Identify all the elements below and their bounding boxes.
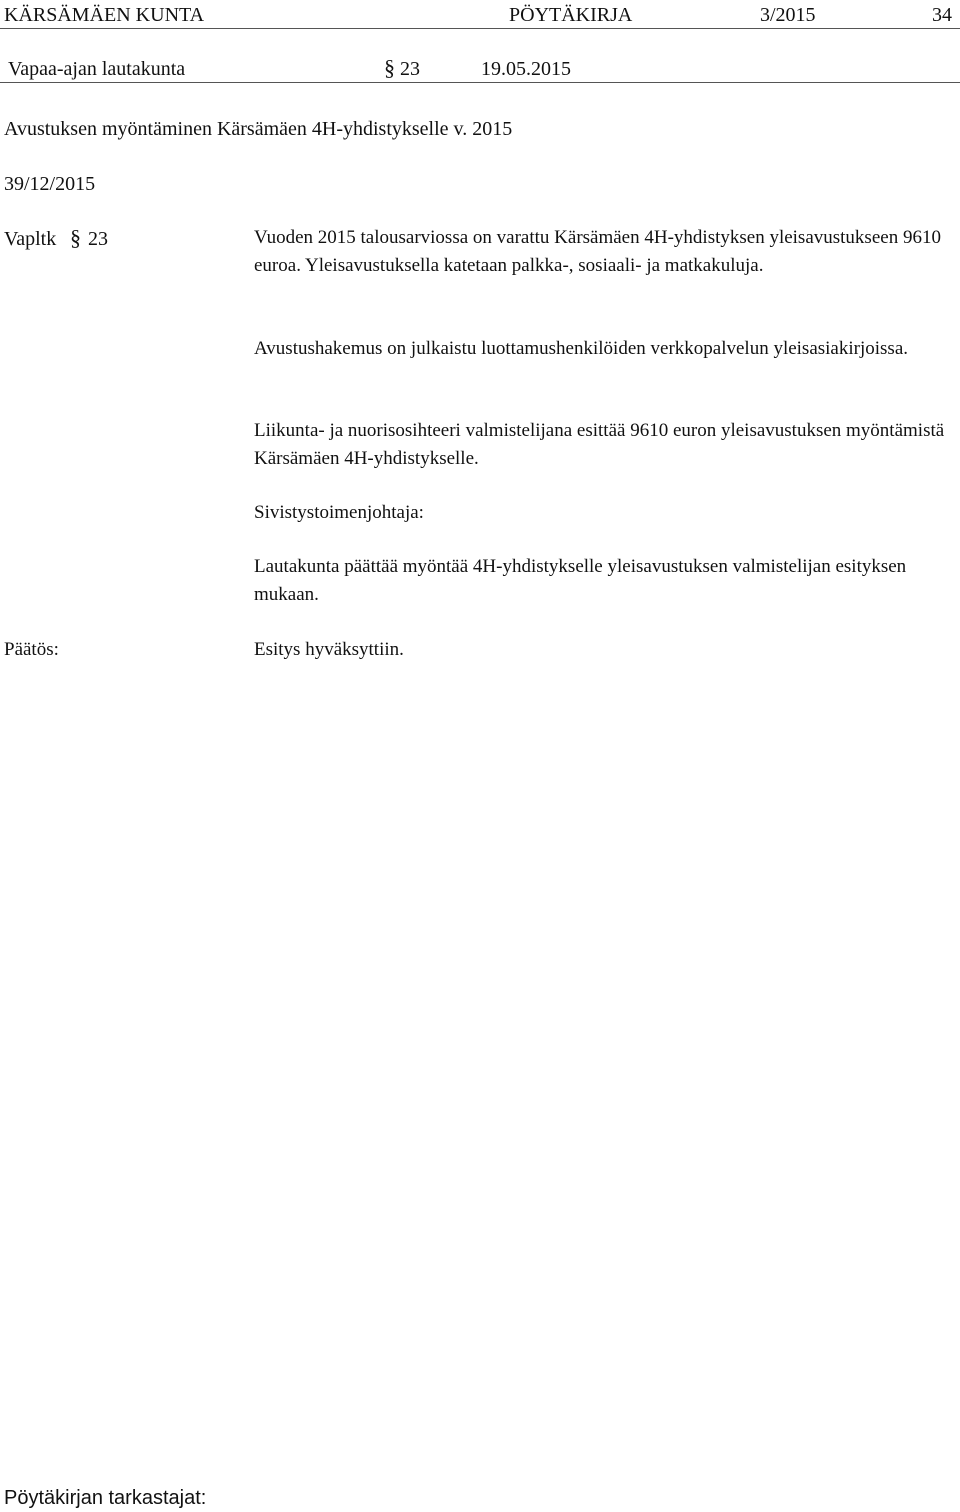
- paragraph-budget: Vuoden 2015 talousarviossa on varattu Kärsämäen 4H-yhdistyksen yleisavustukseen 9610 euroa. Yleisavustuksella katetaan palkka-, sosiaali- ja matkakuluja.: [254, 227, 941, 276]
- organization-name: KÄRSÄMÄEN KUNTA: [4, 4, 205, 26]
- item-title: Avustuksen myöntäminen Kärsämäen 4H-yhdistykselle v. 2015: [4, 118, 513, 140]
- diary-number: 39/12/2015: [4, 173, 96, 195]
- page-number: 34: [932, 4, 952, 26]
- paragraph-application: Avustushakemus on julkaistu luottamushenkilöiden verkkopalvelun yleisasiakirjoissa.: [254, 338, 908, 359]
- reference-section-symbol: §: [70, 225, 81, 250]
- header-rule-bottom: [0, 82, 960, 83]
- document-type: PÖYTÄKIRJA: [509, 4, 633, 26]
- reference-section-number: 23: [88, 228, 108, 250]
- board-name: Vapaa-ajan lautakunta: [8, 58, 186, 80]
- reviewers-label: Pöytäkirjan tarkastajat:: [4, 1487, 207, 1509]
- paragraph-resolution: Lautakunta päättää myöntää 4H-yhdistykselle yleisavustuksen valmistelijan esityksen mukaan.: [254, 556, 907, 605]
- header-rule-top: [0, 28, 960, 29]
- paragraph-proposal: Liikunta- ja nuorisosihteeri valmistelijana esittää 9610 euron yleisavustuksen myöntämistä Kärsämäen 4H-yhdistykselle.: [254, 420, 945, 469]
- document-number: 3/2015: [760, 4, 816, 26]
- paragraph-director: Sivistystoimenjohtaja:: [254, 502, 424, 523]
- reference-label: Vapltk: [4, 228, 57, 250]
- section-number: 23: [400, 58, 420, 80]
- section-symbol: §: [384, 55, 395, 80]
- decision-label: Päätös:: [4, 639, 59, 660]
- decision-text: Esitys hyväksyttiin.: [254, 639, 404, 660]
- meeting-date: 19.05.2015: [481, 58, 571, 80]
